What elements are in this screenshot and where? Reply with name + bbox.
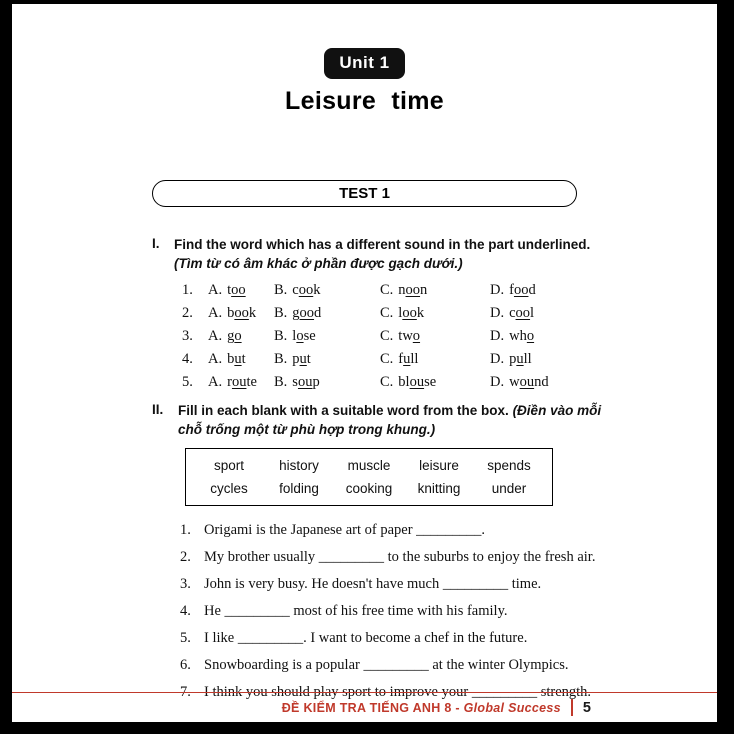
- word-prefix: n: [398, 282, 406, 299]
- word-suffix: p: [312, 374, 320, 391]
- answer-option: [274, 325, 380, 348]
- answer-option: [490, 279, 717, 302]
- option-word: [509, 351, 532, 367]
- option-word: [292, 351, 311, 367]
- word-prefix: b: [227, 351, 235, 368]
- word-prefix: g: [292, 305, 300, 322]
- word-underlined-part: oo: [298, 282, 314, 299]
- word-underlined-part: oo: [513, 282, 529, 299]
- word-box-item: cycles: [210, 480, 248, 496]
- sentence-number: 2.: [180, 548, 191, 565]
- sentence-text: I think you should play sport to improve your _________ strength.: [204, 683, 592, 700]
- word-underlined-part: o: [296, 328, 304, 345]
- answer-option: [208, 302, 274, 325]
- sentence-text: Snowboarding is a popular _________ at the winter Olympics.: [204, 656, 569, 673]
- option-word: [227, 328, 242, 344]
- word-prefix: l: [292, 328, 297, 345]
- section-1-header: [152, 236, 717, 273]
- word-prefix: l: [398, 305, 403, 322]
- option-word: [398, 305, 424, 321]
- word-suffix: se: [424, 374, 437, 391]
- sentence-number: 7.: [180, 683, 191, 700]
- fill-sentence: [180, 574, 717, 594]
- option-word: [398, 351, 418, 367]
- word-suffix: k: [416, 305, 425, 322]
- word-suffix: d: [528, 282, 536, 299]
- word-prefix: t: [227, 282, 232, 299]
- page-footer: [12, 692, 717, 716]
- word-suffix: te: [246, 374, 257, 391]
- word-prefix: bl: [398, 374, 410, 391]
- word-box-item: knitting: [417, 480, 461, 496]
- option-word: [292, 328, 315, 344]
- answer-option: [380, 371, 490, 394]
- sentence-number: 1.: [180, 521, 191, 538]
- word-underlined-part: o: [526, 328, 535, 345]
- answer-option: [490, 325, 717, 348]
- sentence-text: I like _________. I want to become a chef in the future.: [204, 629, 528, 646]
- question-number: 4.: [182, 351, 193, 368]
- test-heading: TEST 1: [152, 180, 577, 207]
- answer-option: [208, 325, 274, 348]
- word-underlined-part: ou: [519, 374, 535, 391]
- word-suffix: k: [248, 305, 257, 322]
- footer-separator: [571, 699, 573, 716]
- option-word: [227, 374, 257, 390]
- word-suffix: t: [306, 351, 311, 368]
- question-number: 5.: [182, 374, 193, 391]
- section-1-numeral: I.: [152, 236, 160, 251]
- word-prefix: f: [509, 282, 514, 299]
- option-label: C.: [380, 351, 394, 368]
- option-word: [509, 328, 534, 344]
- word-suffix: l: [530, 305, 535, 322]
- answer-option: [380, 325, 490, 348]
- option-label: D.: [490, 374, 505, 391]
- sentence-number: 6.: [180, 656, 191, 673]
- option-label: D.: [490, 282, 505, 299]
- word-prefix: s: [292, 374, 298, 391]
- option-word: [227, 305, 256, 321]
- answer-option: [490, 302, 717, 325]
- word-underlined-part: ou: [409, 374, 425, 391]
- answer-option: [208, 371, 274, 394]
- answer-option: [274, 348, 380, 371]
- page-number: 5: [582, 699, 591, 716]
- instruction-en: Find the word which has a different sound in the part underlined.: [174, 237, 591, 252]
- option-label: B.: [274, 351, 288, 368]
- word-underlined-part: oo: [234, 305, 249, 322]
- sentence-number: 5.: [180, 629, 191, 646]
- word-box-item: muscle: [347, 457, 391, 473]
- fill-sentence: [180, 628, 717, 648]
- option-label: B.: [274, 328, 288, 345]
- fill-sentences-list: [180, 520, 717, 702]
- word-underlined-part: ou: [297, 374, 313, 391]
- option-label: D.: [490, 305, 505, 322]
- word-box-item: cooking: [345, 480, 393, 496]
- option-label: A.: [208, 282, 223, 299]
- question-row: [182, 371, 717, 394]
- option-word: [509, 305, 534, 321]
- sentence-text: He _________ most of his free time with his family.: [204, 602, 508, 619]
- word-prefix: c: [292, 282, 299, 299]
- book-page: [12, 4, 717, 722]
- answer-option: [274, 302, 380, 325]
- option-label: A.: [208, 374, 223, 391]
- word-suffix: ll: [523, 351, 532, 368]
- answer-option: [380, 279, 490, 302]
- word-prefix: f: [398, 351, 404, 368]
- fill-sentence: [180, 547, 717, 567]
- word-underlined-part: u: [516, 351, 524, 368]
- option-word: [227, 351, 246, 367]
- section-1-instruction: [174, 236, 622, 273]
- book-series: Global Success: [463, 700, 561, 715]
- option-label: D.: [490, 351, 505, 368]
- word-suffix: se: [303, 328, 316, 345]
- option-word: [398, 374, 436, 390]
- page-title: Leisure time: [285, 87, 444, 115]
- word-suffix: d: [314, 305, 322, 322]
- word-box-item: sport: [213, 457, 244, 473]
- answer-option: [490, 348, 717, 371]
- question-row: [182, 348, 717, 371]
- sentence-text: Origami is the Japanese art of paper _________.: [204, 521, 486, 538]
- page-content: [12, 236, 717, 702]
- sound-questions-list: [182, 279, 717, 394]
- word-prefix: w: [509, 374, 520, 391]
- word-box-item: history: [279, 457, 319, 473]
- word-prefix: p: [509, 351, 517, 368]
- instruction-vi: (Điền vào mỗi chỗ trống một từ phù hợp trong khung.): [178, 403, 602, 437]
- word-underlined-part: oo: [299, 305, 315, 322]
- option-label: B.: [274, 374, 288, 391]
- fill-sentence: [180, 520, 717, 540]
- answer-option: [208, 279, 274, 302]
- word-underlined-part: oo: [402, 305, 417, 322]
- word-box-item: leisure: [419, 457, 459, 473]
- answer-option: [274, 371, 380, 394]
- answer-option: [274, 279, 380, 302]
- word-underlined-part: o: [412, 328, 421, 345]
- word-prefix: c: [509, 305, 516, 322]
- option-label: A.: [208, 328, 223, 345]
- instruction-en: Fill in each blank with a suitable word from the box.: [178, 403, 509, 419]
- answer-option: [380, 302, 490, 325]
- question-number: 1.: [182, 282, 193, 299]
- fill-sentence: [180, 655, 717, 675]
- option-label: B.: [274, 305, 288, 322]
- answer-option: [490, 371, 717, 394]
- option-word: [398, 282, 427, 298]
- question-number: 3.: [182, 328, 193, 345]
- word-underlined-part: ou: [231, 374, 247, 391]
- instruction-vi: (Tìm từ có âm khác ở phần được gạch dưới.): [174, 255, 463, 271]
- word-suffix: k: [313, 282, 321, 299]
- word-underlined-part: u: [234, 351, 242, 368]
- section-2-numeral: II.: [152, 402, 164, 418]
- question-row: [182, 325, 717, 348]
- option-word: [227, 282, 246, 298]
- option-label: B.: [274, 282, 288, 299]
- option-label: A.: [208, 351, 223, 368]
- option-label: C.: [380, 305, 394, 322]
- word-prefix: p: [292, 351, 300, 368]
- section-2-header: [152, 402, 717, 439]
- fill-sentence: [180, 601, 717, 621]
- word-prefix: tw: [398, 328, 413, 345]
- option-word: [292, 282, 320, 298]
- word-prefix: b: [227, 305, 235, 322]
- section-2-instruction: [178, 402, 626, 439]
- unit-badge: Unit 1: [324, 48, 404, 79]
- word-underlined-part: o: [234, 328, 242, 345]
- answer-option: [208, 348, 274, 371]
- word-box: [185, 448, 553, 506]
- word-underlined-part: u: [299, 351, 307, 368]
- word-underlined-part: oo: [515, 305, 531, 322]
- option-label: C.: [380, 328, 394, 345]
- word-prefix: g: [227, 328, 235, 345]
- word-box-item: under: [491, 480, 527, 496]
- sentence-number: 4.: [180, 602, 191, 619]
- book-title: ĐỀ KIỂM TRA TIẾNG ANH 8 - Global Success: [281, 700, 561, 715]
- option-word: [292, 374, 319, 390]
- word-suffix: nd: [534, 374, 549, 391]
- word-prefix: r: [227, 374, 232, 391]
- option-label: C.: [380, 282, 394, 299]
- word-underlined-part: oo: [405, 282, 421, 299]
- word-box-row: [194, 454, 544, 477]
- word-underlined-part: oo: [231, 282, 246, 299]
- option-word: [509, 282, 536, 298]
- question-number: 2.: [182, 305, 193, 322]
- word-suffix: ll: [410, 351, 419, 368]
- option-label: D.: [490, 328, 505, 345]
- word-underlined-part: u: [403, 351, 411, 368]
- question-row: [182, 279, 717, 302]
- question-row: [182, 302, 717, 325]
- sentence-text: John is very busy. He doesn't have much _________ time.: [204, 575, 542, 592]
- option-label: A.: [208, 305, 223, 322]
- word-box-row: [194, 477, 544, 500]
- option-word: [292, 305, 321, 321]
- sentence-number: 3.: [180, 575, 191, 592]
- word-suffix: n: [420, 282, 428, 299]
- word-box-item: folding: [279, 480, 319, 496]
- word-prefix: wh: [509, 328, 527, 345]
- word-box-item: spends: [487, 457, 531, 473]
- option-label: C.: [380, 374, 394, 391]
- answer-option: [380, 348, 490, 371]
- option-word: [398, 328, 420, 344]
- word-suffix: t: [241, 351, 246, 368]
- sentence-text: My brother usually _________ to the suburbs to enjoy the fresh air.: [204, 548, 596, 565]
- option-word: [509, 374, 548, 390]
